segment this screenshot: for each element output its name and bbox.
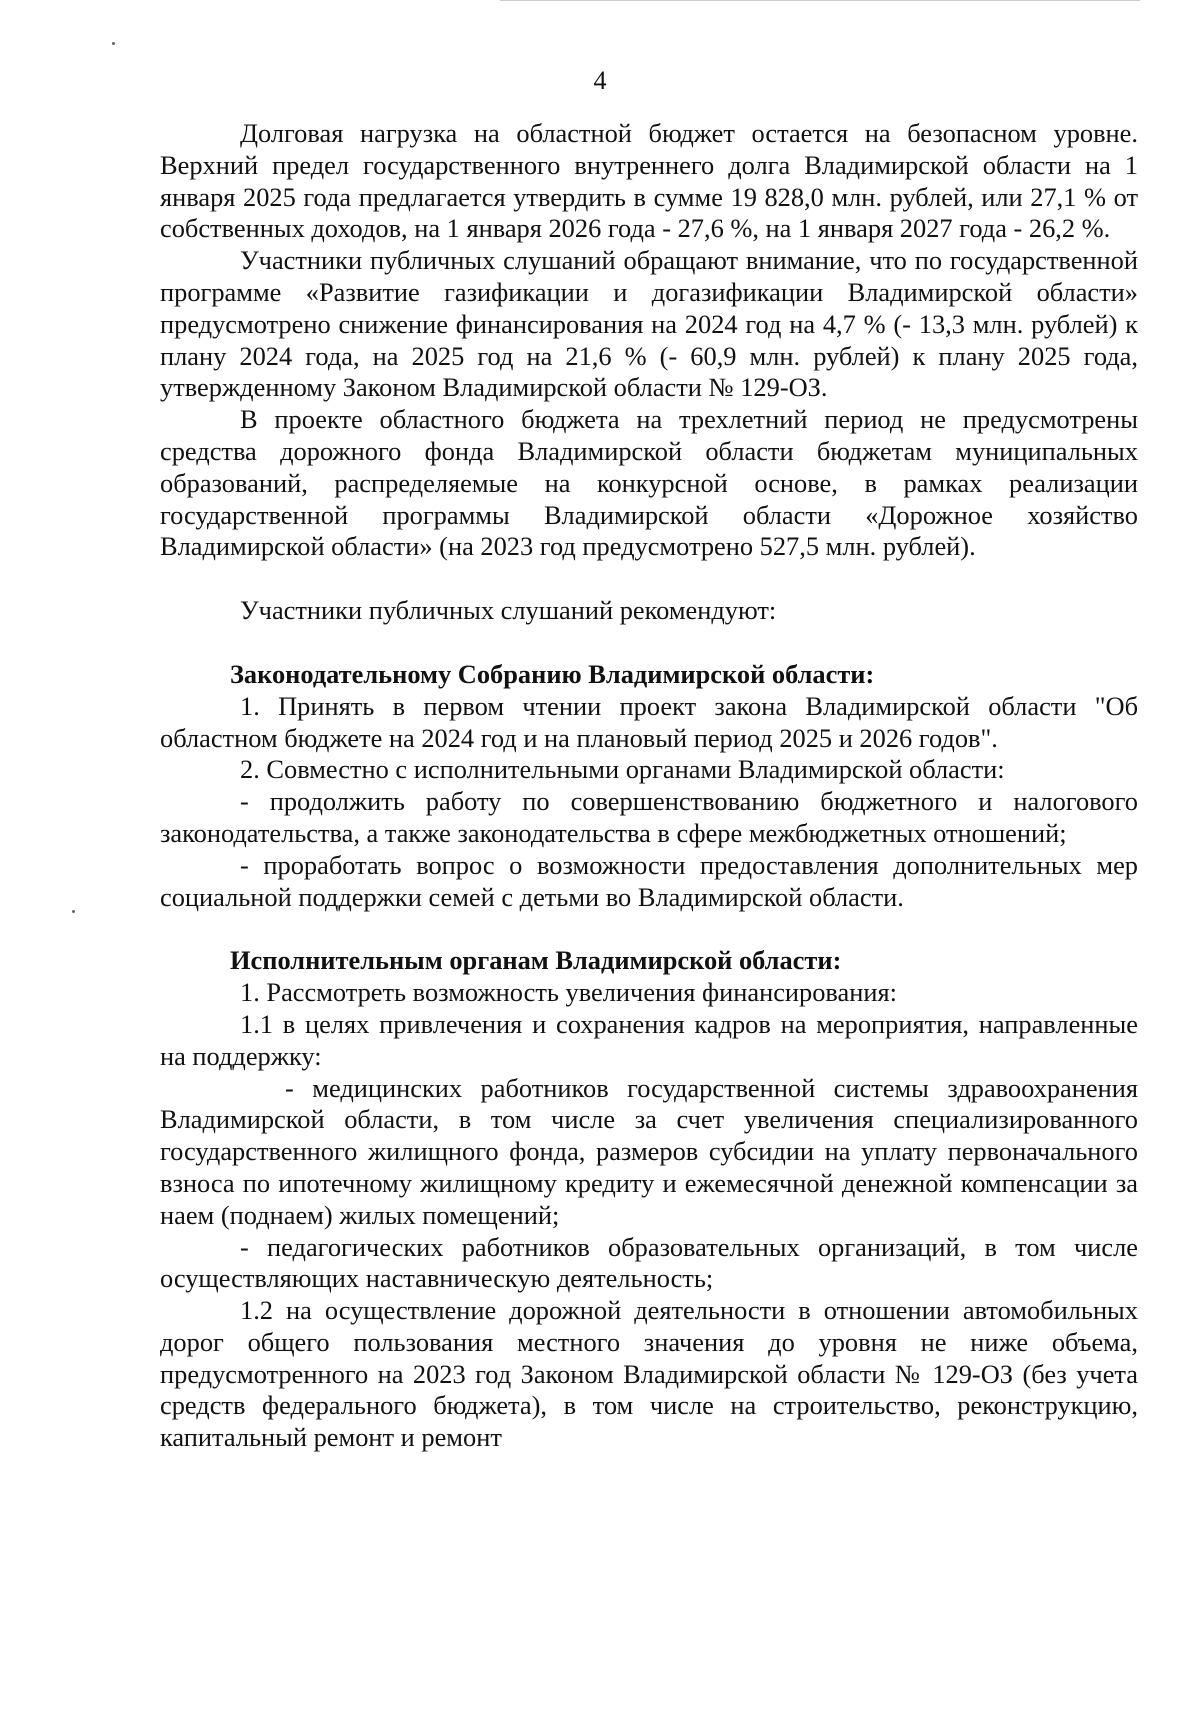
recommendation-subitem: - проработать вопрос о возможности предоставления дополнительных мер социальной поддержки семей с детьми во Владимирской области. [160, 849, 1138, 912]
paragraph-debt-load: Долговая нагрузка на областной бюджет остается на безопасном уровне. Верхний предел государственного внутреннего долга Владимирской области на 1 января 2025 года предлагается утвердить в сумме 19 828,0 млн. рублей, или 27,1 % от собственных доходов, на 1 января 2026 года - 27,6 %, на 1 января 2027 года - 26,2 %. [160, 118, 1138, 244]
section-heading-legislative-assembly: Законодательному Собранию Владимирской области: [230, 658, 875, 689]
page-number: 4 [593, 66, 607, 95]
scan-speck [72, 910, 75, 913]
recommendation-item: 2. Совместно с исполнительными органами Владимирской области: [240, 754, 1005, 785]
document-body [160, 118, 1138, 1454]
recommendation-item: 1.2 на осуществление дорожной деятельности в отношении автомобильных дорог общего пользования местного значения до уровня не ниже объема, предусмотренного на 2023 год Законом Владимирской области № 129-ОЗ (без учета средств федерального бюджета), в том числе на строительство, реконструкцию, капитальный ремонт и ремонт [160, 1295, 1138, 1453]
recommendation-subitem: - медицинских работников государственной системы здравоохранения Владимирской области, в том числе за счет увеличения специализированного государственного жилищного фонда, размеров субсидии на уплату первоначального взноса по ипотечному жилищному кредиту и ежемесячной денежной компенсации за наем (поднаем) жилых помещений; [160, 1072, 1138, 1230]
recommendation-item: 1. Принять в первом чтении проект закона Владимирской области "Об областном бюджете на 2024 год и на плановый период 2025 и 2026 годов". [160, 690, 1138, 753]
section-heading-executive-bodies: Исполнительным органам Владимирской области: [230, 945, 842, 976]
recommendation-subitem: - педагогических работников образовательных организаций, в том числе осуществляющих наставническую деятельность; [160, 1231, 1138, 1294]
scan-speck [112, 42, 115, 45]
recommendation-subitem: - продолжить работу по совершенствованию бюджетного и налогового законодательства, а также законодательства в сфере межбюджетных отношений; [160, 786, 1138, 848]
recommendation-item: 1.1 в целях привлечения и сохранения кадров на мероприятия, направленные на поддержку: [160, 1008, 1138, 1071]
scan-edge-line [500, 0, 1140, 1]
recommendation-item: 1. Рассмотреть возможность увеличения финансирования: [240, 977, 897, 1008]
paragraph-gasification: Участники публичных слушаний обращают внимание, что по государственной программе «Развитие газификации и догазификации Владимирской области» предусмотрено снижение финансирования на 2024 год на 4,7 % (- 13,3 млн. рублей) к плану 2024 года, на 2025 год на 21,6 % (- 60,9 млн. рублей) к плану 2025 года, утвержденному Законом Владимирской области № 129-ОЗ. [160, 245, 1138, 403]
paragraph-road-fund: В проекте областного бюджета на трехлетний период не предусмотрены средства дорожного фонда Владимирской области бюджетам муниципальных образований, распределяемые на конкурсной основе, в рамках реализации государственной программы Владимирской области «Дорожное хозяйство Владимирской области» (на 2023 год предусмотрено 527,5 млн. рублей). [160, 404, 1138, 562]
paragraph-recommendations-intro: Участники публичных слушаний рекомендуют: [240, 595, 777, 626]
